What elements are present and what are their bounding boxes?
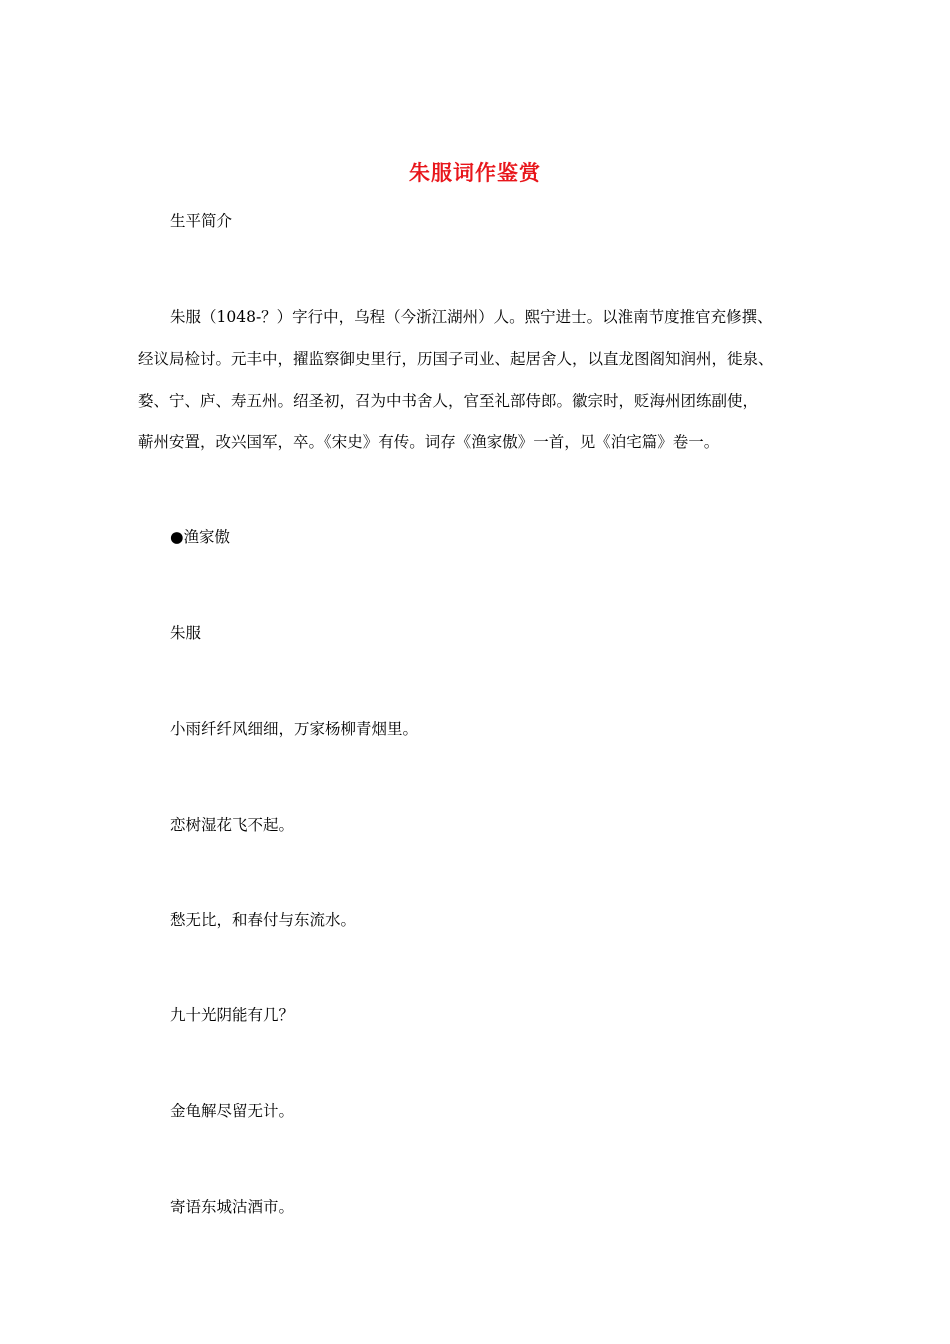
section-heading: 生平简介 <box>170 212 233 230</box>
biography-line: 婺、宁、庐、寿五州。绍圣初，召为中书舍人，官至礼部侍郎。徽宗时，贬海州团练副使， <box>138 392 759 410</box>
biography-line: 蕲州安置，改兴国军，卒。《宋史》有传。词存《渔家傲》一首，见《泊宅篇》卷一。 <box>138 433 720 451</box>
poem-line: 小雨纤纤风细细，万家杨柳青烟里。 <box>170 720 419 738</box>
biography-line: 朱服（1048-？）字行中，乌程（今浙江湖州）人。熙宁进士。以淮南节度推官充修撰、 <box>170 308 773 326</box>
poem-heading: ●渔家傲 <box>170 528 231 546</box>
poem-line: 愁无比，和春付与东流水。 <box>170 911 357 929</box>
biography-line: 经议局检讨。元丰中，擢监察御史里行，历国子司业、起居舍人，以直龙图阁知润州，徙泉、 <box>138 350 774 368</box>
poem-line: 寄语东城沽酒市。 <box>170 1198 295 1216</box>
poem-author: 朱服 <box>170 624 202 642</box>
poem-line: 金龟解尽留无计。 <box>170 1102 295 1120</box>
poem-line: 恋树湿花飞不起。 <box>170 816 295 834</box>
document-title: 朱服词作鉴赏 <box>409 160 541 185</box>
poem-line: 九十光阴能有几？ <box>170 1006 295 1024</box>
